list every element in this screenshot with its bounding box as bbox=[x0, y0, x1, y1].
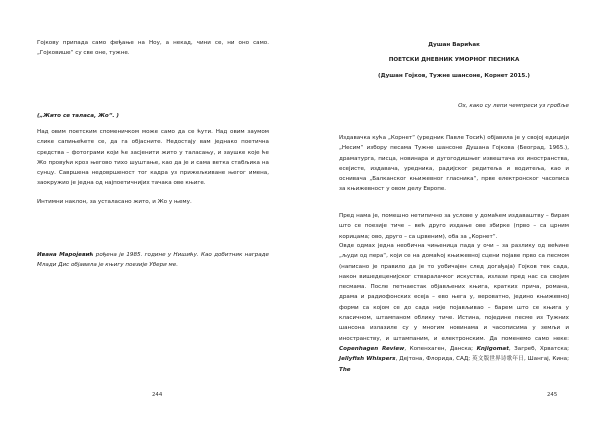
journal-jellyfish-whispers: Jellyfish Whispers bbox=[339, 356, 396, 363]
bio-text: рођена је 1985. године у Нишићу. Као добитник награде Млади Дис објавила је књигу поезије Убери ме. bbox=[37, 252, 269, 269]
page-number-left: 244 bbox=[152, 392, 163, 398]
journal-the: The bbox=[339, 366, 351, 373]
poem-heading: („Жито се таласа, Жо“. ) bbox=[37, 113, 119, 119]
author-bio-paragraph bbox=[37, 250, 269, 271]
article-paragraph-2: Пред нама је, помешно нетипично за услове у домаћем издаваштву – бирам што се поезије тиче – већ друго издање ове збирке (прво – са црним корицама; ово, друго – са црвеним), оба за „Корнет“. bbox=[339, 213, 569, 240]
article-title: ПОЕТСКИ ДНЕВНИК УМОРНОГ ПЕСНИКА bbox=[388, 57, 520, 63]
paragraph-3-text: Овде одмах једна необична чињеница пада у очи – за разлику од већине „људи од пера“, који се на домаћој књижевној сцени појаве прво са песмом (написано је правило да је то уобичајен след догађаја) Гојков тек сада, након вишедеценијског стваралачког искуства, излази пред нас са својим песмама. После петнаестак објављених књига, кратких прича, романа, драма и радиофонских есеја – ево њега у, вероватно, једино књижевној форми са којом се до сада није појављивао – барем што се књига у класичном, штампаном облику тиче. Истина, поједине песме из Тужних шансона излазиле су у многим новинама и часописима у земљи и иностранству, и штампаним, и електронским. Да поменемо само неке: bbox=[339, 243, 569, 342]
journal-chinese-title: 英文版世界诗歌年日 bbox=[472, 356, 524, 363]
journal-1-place: , Копенхаген, Данска; bbox=[404, 345, 477, 352]
journal-2-place: , Загреб, Хрватска; bbox=[508, 345, 570, 352]
article-paragraph-1: Издавачка кућа „Корнет“ (уредник Павле Тосић) објавила је у својој едицији „Несим“ избору песама Тужне шансоне Душана Гојкова (Београд, 1965.), драматурга, писца, новинара и дугогодишњег извештача из иностранства, есејисте, издавача, уредника, радијског редитеља и водитеља, као и оснивача „Балканског књижевног гласника“, прве електронског часописа за књижевност у овом делу Европе. bbox=[339, 135, 569, 193]
page-number-right: 245 bbox=[547, 392, 558, 398]
journal-knjigomat: Knjigomat bbox=[476, 345, 509, 352]
bio-author-name: Ивана Маројевић bbox=[37, 252, 94, 258]
journal-3-place: , Дејтона, Флорида, САД; bbox=[395, 356, 473, 363]
epigraph: Ох, како су лепи чемпреси уз гробље bbox=[458, 103, 569, 109]
article-subtitle: (Душан Гојков, Тужне шансоне, Корнет 2015.) bbox=[378, 73, 530, 79]
article-paragraph-3 bbox=[339, 241, 569, 375]
right-page bbox=[300, 0, 600, 423]
paragraph-2: Интимни наклон, за усталасано жито, и Жо у њему. bbox=[37, 199, 192, 205]
article-author: Душан Варићак bbox=[428, 42, 480, 48]
journal-4-place: , Шангај, Кина; bbox=[523, 356, 569, 363]
paragraph-1: Над овим поетским споменичком може само да се ћути. Над овим заумом слике сапињећете се, да га објасните. Недостају вам једнако поетична средства – фотограми који ће засјенити жито у таласању, и заушке које ће Жо провући кроз његово тихо шуштање, као да је и сама ветка стабљика на сунцу. Савршена недовршеност тог кадра уз прижељкиване његог имена, заокружио је једна од најпоетичнијих тачака ове књиге. bbox=[37, 129, 269, 187]
opening-paragraph: Гојкову припада само феђање на Ноу, а некад, чини се, ни оно само. „Гојковише“ су све оне, тужне. bbox=[37, 40, 269, 57]
journal-copenhagen-review: Copenhagen Review bbox=[339, 345, 405, 352]
